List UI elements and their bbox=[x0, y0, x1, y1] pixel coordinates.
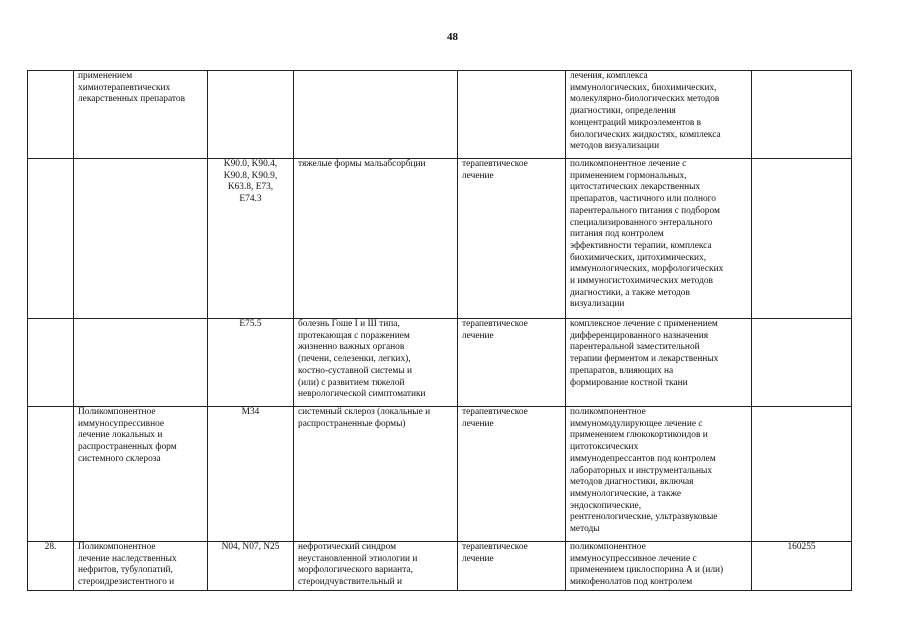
care-name-cell: применением химиотерапевтических лекарственных препаратов bbox=[74, 71, 208, 159]
patient-model-cell bbox=[294, 71, 458, 159]
treatment-method-cell: комплексное лечение с применением дифференцированного назначения парентеральной заместительной терапии ферментом и лекарственных препаратов, влияющих на формирование костной ткани bbox=[566, 319, 752, 407]
table-row bbox=[28, 407, 852, 542]
page-number: 48 bbox=[447, 31, 458, 43]
care-name-cell bbox=[74, 319, 208, 407]
table-row bbox=[28, 542, 852, 591]
row-number-cell bbox=[28, 319, 74, 407]
row-number-cell bbox=[28, 407, 74, 542]
treatment-type-cell: терапевтическое лечение bbox=[458, 407, 566, 542]
icd-codes-cell: N04, N07, N25 bbox=[208, 542, 294, 591]
care-name-cell bbox=[74, 159, 208, 319]
cost-cell bbox=[752, 319, 852, 407]
cost-cell bbox=[752, 407, 852, 542]
patient-model-cell: системный склероз (локальные и распространенные формы) bbox=[294, 407, 458, 542]
table-row bbox=[28, 319, 852, 407]
patient-model-cell: тяжелые формы мальабсорбции bbox=[294, 159, 458, 319]
care-name-cell: Поликомпонентное иммуносупрессивное лечение локальных и распространенных форм системного склероза bbox=[74, 407, 208, 542]
treatment-method-cell: поликомпонентное иммуномодулирующее лечение с применением глюкокортикоидов и цитотоксических иммунодепрессантов под контролем лабораторных и инструментальных методов диагностики, включая иммунологические, а также эндоскопические, рентгенологические, ультразвуковые методы bbox=[566, 407, 752, 542]
table-row bbox=[28, 71, 852, 159]
table-row bbox=[28, 159, 852, 319]
treatment-type-cell: терапевтическое лечение bbox=[458, 319, 566, 407]
cost-cell bbox=[752, 159, 852, 319]
icd-codes-cell: K90.0, K90.4, K90.8, K90.9, K63.8, E73, E74.3 bbox=[208, 159, 294, 319]
patient-model-cell: нефротический синдром неустановленной этиологии и морфологического варианта, стероидчувствительный и bbox=[294, 542, 458, 591]
row-number-cell bbox=[28, 159, 74, 319]
patient-model-cell: болезнь Гоше I и III типа, протекающая с поражением жизненно важных органов (печени, селезенки, легких), костно-суставной системы и (или) с развитием тяжелой неврологической симптоматики bbox=[294, 319, 458, 407]
cost-cell bbox=[752, 71, 852, 159]
treatment-type-cell bbox=[458, 71, 566, 159]
treatment-type-cell: терапевтическое лечение bbox=[458, 542, 566, 591]
treatment-method-cell: поликомпонентное лечение с применением гормональных, цитостатических лекарственных препаратов, частичного или полного парентерального питания с подбором специализированного энтерального питания под контролем эффективности терапии, комплекса биохимических, цитохимических, иммунологических, морфологических и иммуногистохимических методов диагностики, а также методов визуализации bbox=[566, 159, 752, 319]
treatment-method-cell: поликомпонентное иммуносупрессивное лечение с применением циклоспорина А и (или) микофенолатов под контролем bbox=[566, 542, 752, 591]
care-name-cell: Поликомпонентное лечение наследственных нефритов, тубулопатий, стероидрезистентного и bbox=[74, 542, 208, 591]
icd-codes-cell: E75.5 bbox=[208, 319, 294, 407]
cost-cell: 160255 bbox=[752, 542, 852, 591]
icd-codes-cell bbox=[208, 71, 294, 159]
icd-codes-cell: M34 bbox=[208, 407, 294, 542]
treatment-method-cell: лечения, комплекса иммунологических, биохимических, молекулярно-биологических методов диагностики, определения концентраций микроэлементов в биологических жидкостях, комплекса методов визуализации bbox=[566, 71, 752, 159]
row-number-cell bbox=[28, 71, 74, 159]
medical-care-table bbox=[27, 70, 852, 591]
row-number-cell: 28. bbox=[28, 542, 74, 591]
treatment-type-cell: терапевтическое лечение bbox=[458, 159, 566, 319]
